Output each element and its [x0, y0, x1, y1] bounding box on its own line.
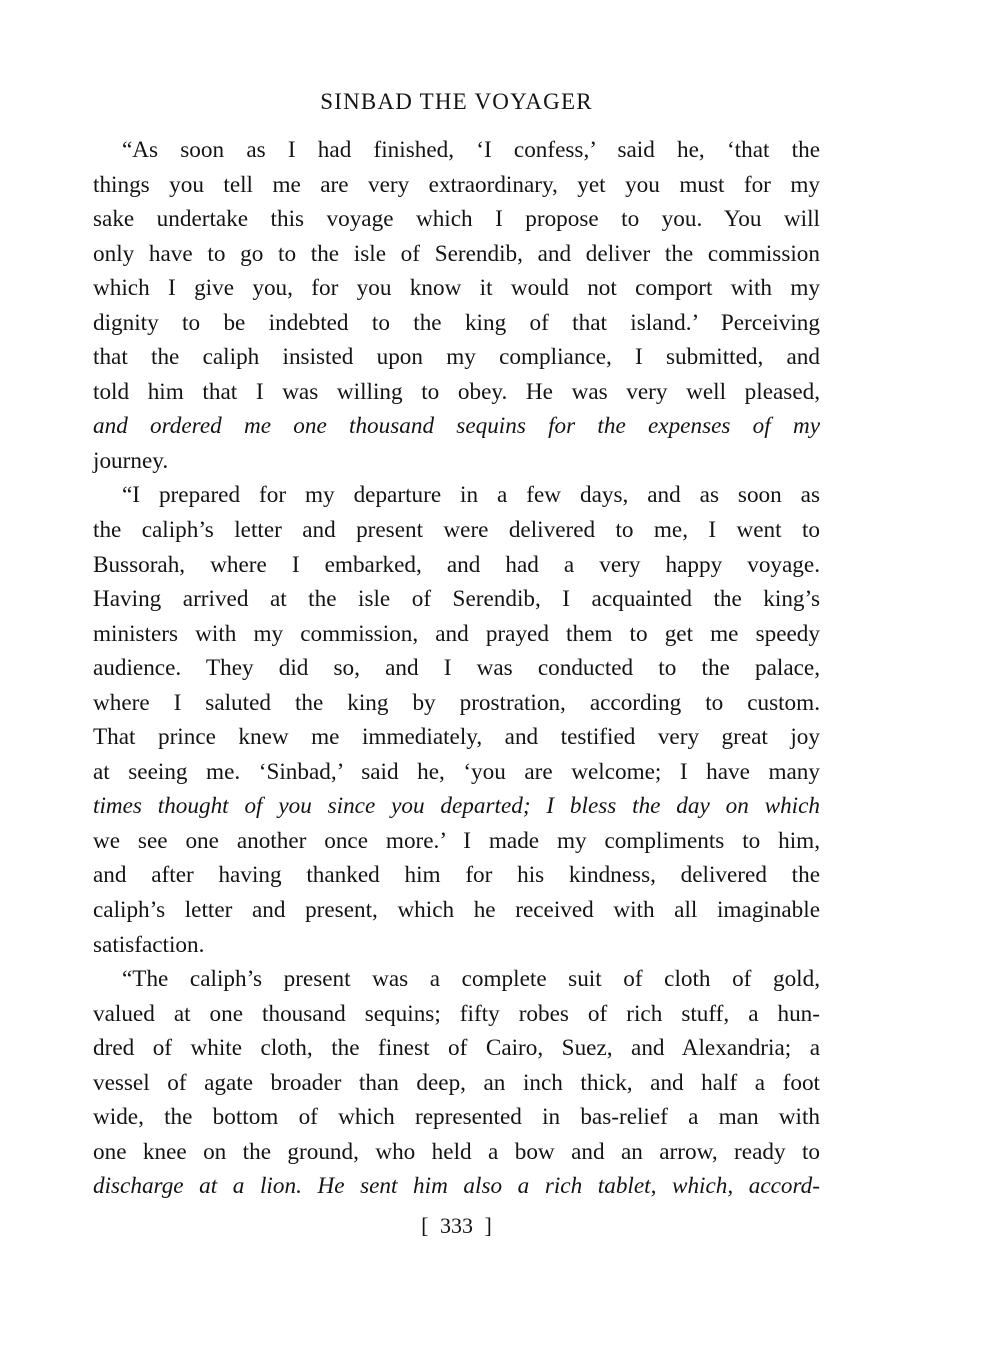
text-line: at seeing me. ‘Sinbad,’ said he, ‘you are welcome; I have many: [93, 758, 820, 785]
text-line: Having arrived at the isle of Serendib, I acquainted the king’s: [93, 586, 820, 613]
body-text: [93, 133, 820, 1204]
text-line: Bussorah, where I embarked, and had a very happy voyage.: [93, 551, 820, 578]
text-line: told him that I was willing to obey. He was very well pleased,: [93, 378, 820, 405]
text-line: we see one another once more.’ I made my compliments to him,: [93, 827, 820, 854]
text-line: sake undertake this voyage which I propose to you. You will: [93, 206, 820, 233]
text-line: caliph’s letter and present, which he received with all imaginable: [93, 897, 820, 924]
text-line: which I give you, for you know it would not comport with my: [93, 275, 820, 302]
text-line: and ordered me one thousand sequins for the expenses of my: [93, 413, 820, 440]
text-line: that the caliph insisted upon my compliance, I submitted, and: [93, 344, 820, 371]
text-line: dred of white cloth, the finest of Cairo, Suez, and Alexandria; a: [93, 1035, 820, 1062]
text-line: and after having thanked him for his kindness, delivered the: [93, 862, 820, 889]
book-page: [93, 82, 820, 1238]
text-line: audience. They did so, and I was conducted to the palace,: [93, 655, 820, 682]
text-line: journey.: [93, 447, 169, 474]
paragraph-first-line: “The caliph’s present was a complete suit of cloth of gold,: [122, 966, 820, 993]
paragraph-first-line: “As soon as I had finished, ‘I confess,’ said he, ‘that the: [122, 137, 820, 163]
text-line: where I saluted the king by prostration, according to custom.: [93, 689, 820, 716]
text-line: one knee on the ground, who held a bow and an arrow, ready to: [93, 1138, 820, 1165]
paragraph-first-line: “I prepared for my departure in a few days, and as soon as: [122, 482, 820, 509]
text-line: things you tell me are very extraordinary, yet you must for my: [93, 171, 820, 198]
page-number: [ 333 ]: [421, 1213, 492, 1238]
text-line: ministers with my commission, and prayed them to get me speedy: [93, 620, 820, 647]
text-line: dignity to be indebted to the king of that island.’ Perceiving: [93, 309, 820, 336]
text-line: discharge at a lion. He sent him also a rich tablet, which, accord-: [93, 1173, 820, 1200]
text-line: times thought of you since you departed; I bless the day on which: [93, 793, 820, 820]
text-line: valued at one thousand sequins; fifty robes of rich stuff, a hun-: [93, 1000, 820, 1027]
running-head: SINBAD THE VOYAGER: [320, 89, 593, 114]
text-line: the caliph’s letter and present were delivered to me, I went to: [93, 517, 820, 544]
text-line: That prince knew me immediately, and testified very great joy: [93, 724, 820, 751]
text-line: only have to go to the isle of Serendib, and deliver the commission: [93, 240, 820, 267]
text-line: satisfaction.: [93, 931, 205, 958]
text-line: wide, the bottom of which represented in bas-relief a man with: [93, 1104, 820, 1131]
text-line: vessel of agate broader than deep, an inch thick, and half a foot: [93, 1069, 820, 1096]
